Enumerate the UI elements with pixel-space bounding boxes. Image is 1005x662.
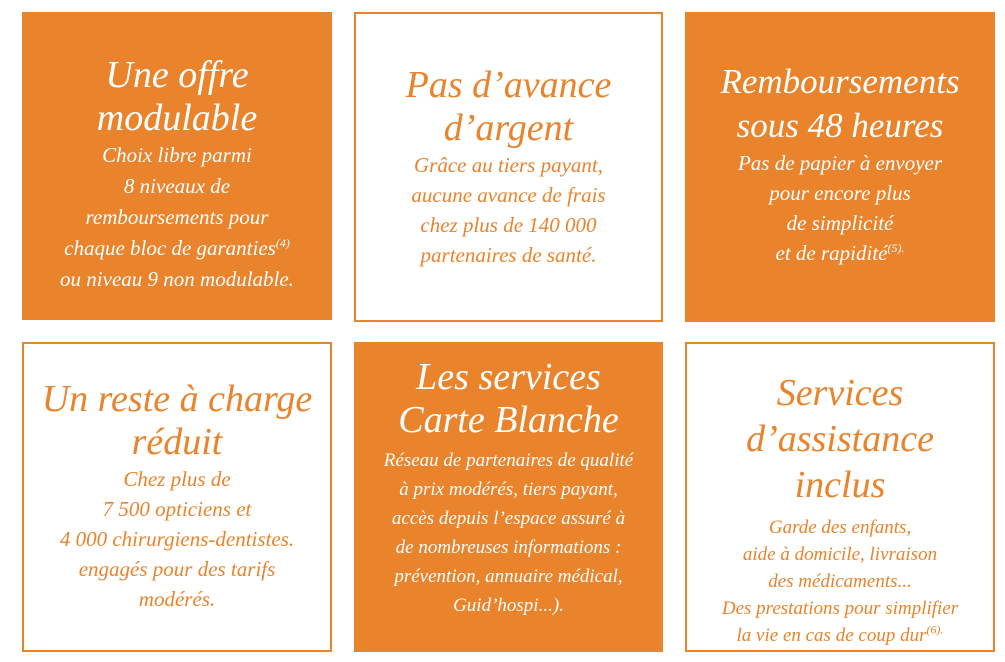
card-services-carte-blanche <box>354 342 663 652</box>
card-reste-a-charge <box>22 342 332 652</box>
card-title: Pas d’avance d’argent <box>405 64 612 149</box>
card-title: Les services Carte Blanche <box>398 356 619 441</box>
card-offre-modulable <box>22 12 332 320</box>
card-title: Un reste à charge réduit <box>41 378 313 463</box>
card-remboursements-48h <box>685 12 995 322</box>
card-body: Choix libre parmi 8 niveaux de remboursements pour chaque bloc de garanties$^{(4)}$ ou niveau 9 non modulable. <box>60 143 294 291</box>
footnote-ref: (4) <box>275 236 290 250</box>
footnote-ref: (5). <box>887 241 905 255</box>
card-body: Chez plus de 7 500 opticiens et 4 000 chirurgiens-dentistes. engagés pour des tarifs modérés. <box>59 467 295 611</box>
card-title: Remboursements sous 48 heures <box>720 62 960 145</box>
card-body: Réseau de partenaires de qualité à prix modérés, tiers payant, accès depuis l’espace assuré à de nombreuses informations : prévention, annuaire médical, Guid’hospi...). <box>383 450 634 616</box>
card-title: Services d’assistance inclus <box>746 372 934 506</box>
card-body: Garde des enfants, aide à domicile, livraison des médicaments... Des prestations pour simplifier la vie en cas de coup dur$^{(6).}$ <box>721 517 959 646</box>
card-body: Grâce au tiers payant, aucune avance de frais chez plus de 140 000 partenaires de santé. <box>411 153 606 267</box>
footnote-ref: (6). <box>926 622 944 637</box>
card-pas-avance-argent <box>354 12 663 322</box>
card-services-assistance <box>685 342 995 652</box>
card-body: Pas de papier à envoyer pour encore plus de simplicité et de rapidité$^{(5).}$ <box>737 151 943 265</box>
card-title: Une offre modulable <box>96 54 258 139</box>
